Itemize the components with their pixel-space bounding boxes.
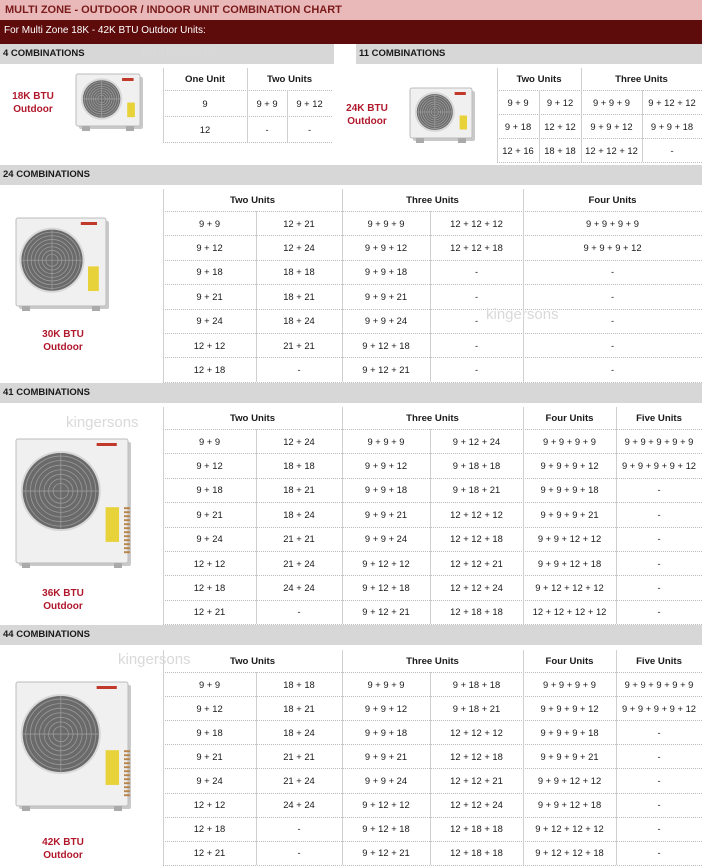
combination-cell: 12 + 12	[193, 557, 226, 569]
page-subtitle: For Multi Zone 18K - 42K BTU Outdoor Units:	[0, 20, 702, 44]
combination-cell: -	[657, 799, 661, 811]
column-group-header: Two Units	[266, 73, 313, 85]
combination-cell: -	[297, 823, 301, 835]
combination-cell: -	[307, 123, 312, 135]
unit-label-line: 30K BTU	[42, 329, 84, 340]
combination-cell: -	[610, 339, 615, 351]
column-group-header: Two Units	[229, 655, 276, 667]
section-header: 11 COMBINATIONS	[356, 44, 702, 64]
combination-cell: 21 + 21	[283, 339, 315, 351]
outdoor-unit-image	[408, 86, 476, 144]
combination-cell: 12 + 21	[283, 217, 315, 229]
combination-cell: 18 + 24	[283, 726, 315, 738]
combination-cell: 18 + 21	[283, 702, 315, 714]
combination-cell: 18 + 18	[283, 460, 315, 472]
combination-cell: 12	[199, 123, 211, 135]
combination-cell: 9 + 9	[198, 435, 221, 447]
combination-cell: 9 + 9 + 12 + 18	[537, 557, 602, 569]
combination-cell: -	[474, 315, 479, 327]
combination-cell: 18 + 24	[283, 315, 315, 327]
combination-cell: 9 + 9 + 9 + 9 + 12	[621, 702, 697, 714]
combination-cell: 12 + 16	[502, 144, 534, 156]
combination-cell: 9 + 24	[196, 774, 223, 786]
combination-cell: 12 + 12 + 18	[450, 242, 503, 254]
combination-cell: -	[657, 508, 661, 520]
combination-cell: 9 + 9 + 21	[364, 290, 408, 302]
unit-label-line: Outdoor	[13, 104, 53, 115]
combination-cell: -	[657, 484, 661, 496]
combination-cell: -	[657, 774, 661, 786]
combination-cell: 9 + 18 + 21	[452, 484, 501, 496]
combination-cell: 9 + 12 + 12 + 18	[535, 847, 604, 859]
combination-cell: 24 + 24	[283, 799, 315, 811]
row-divider	[163, 865, 702, 866]
section-header: 41 COMBINATIONS	[0, 383, 702, 403]
combination-cell: -	[297, 606, 301, 618]
combination-cell: 9 + 9 + 12	[364, 460, 408, 472]
combination-cell: 9 + 24	[196, 533, 223, 545]
watermark-text: kingersons	[486, 306, 559, 323]
combination-cell: 9 + 18 + 18	[452, 678, 501, 690]
combination-cell: 12 + 12 + 12	[450, 508, 503, 520]
combination-cell: 9 + 9 + 24	[364, 533, 408, 545]
combination-cell: 9 + 9	[256, 97, 278, 109]
outdoor-unit-image	[74, 72, 144, 132]
combination-cell: 12 + 24	[283, 242, 315, 254]
outdoor-unit-image	[14, 680, 132, 812]
combination-cell: 9 + 9 + 9 + 12	[583, 242, 642, 254]
combination-cell: 9 + 9 + 9 + 18	[540, 726, 599, 738]
combination-cell: -	[474, 290, 479, 302]
combination-cell: -	[657, 823, 661, 835]
combination-cell: 9 + 12 + 12	[362, 557, 410, 569]
combination-cell: 12 + 12	[193, 799, 226, 811]
column-group-header: Four Units	[588, 194, 637, 206]
combination-cell: 12 + 12 + 18	[450, 533, 503, 545]
combination-cell: 12 + 18	[193, 364, 226, 376]
column-group-header: Two Units	[229, 412, 276, 424]
watermark-text: kingersons	[66, 414, 139, 431]
combination-cell: 9 + 9 + 12	[364, 242, 408, 254]
combination-cell: 12 + 12 + 21	[450, 774, 503, 786]
combination-cell: 9 + 9 + 9 + 12	[540, 460, 599, 472]
combination-cell: 9 + 9 + 21	[364, 750, 408, 762]
watermark-text: kingersons	[142, 42, 215, 59]
combination-cell: 9 + 9	[198, 217, 221, 229]
combination-cell: 9 + 9 + 18	[364, 266, 408, 278]
combination-cell: 9 + 9 + 9	[592, 96, 630, 108]
column-group-header: Five Units	[636, 655, 682, 667]
combination-cell: 9 + 9 + 12 + 12	[537, 533, 602, 545]
combination-cell: 9 + 12 + 12 + 12	[535, 823, 604, 835]
unit-label-line: 18K BTU	[12, 91, 54, 102]
combination-cell: 18 + 18	[283, 266, 315, 278]
combination-cell: 9 + 12 + 18	[362, 339, 410, 351]
combination-cell: 9 + 9 + 9 + 12	[540, 702, 599, 714]
combination-cell: -	[610, 266, 615, 278]
unit-label-line: Outdoor	[43, 850, 83, 861]
combination-cell: 9 + 9	[507, 96, 529, 108]
combination-cell: 9 + 9 + 9 + 21	[540, 750, 599, 762]
combination-cell: 12 + 21	[193, 606, 226, 618]
combination-cell: 12 + 12 + 21	[450, 557, 503, 569]
outdoor-unit-label	[3, 328, 123, 354]
combination-cell: 21 + 21	[283, 533, 315, 545]
combination-cell: 12 + 18 + 18	[450, 823, 503, 835]
section-header: 24 COMBINATIONS	[0, 165, 702, 185]
combination-cell: 9 + 18	[196, 266, 223, 278]
combination-cell: 9 + 12	[296, 97, 323, 109]
section-header: 44 COMBINATIONS	[0, 625, 702, 645]
unit-label-line: 42K BTU	[42, 837, 84, 848]
combination-cell: 9 + 9 + 9 + 9 + 9	[624, 678, 694, 690]
combination-cell: 9 + 9 + 24	[364, 774, 408, 786]
combination-cell: 24 + 24	[283, 582, 315, 594]
combination-cell: -	[297, 364, 301, 376]
combination-cell: 18 + 21	[283, 290, 315, 302]
combination-cell: 12 + 12	[193, 339, 226, 351]
outdoor-unit-label	[336, 102, 398, 128]
combination-cell: 21 + 24	[283, 557, 315, 569]
combination-cell: 9 + 9 + 12 + 12	[537, 774, 602, 786]
combination-cell: 9 + 12 + 12	[362, 799, 410, 811]
combination-cell: 9 + 9 + 9	[367, 678, 405, 690]
combination-cell: 12 + 18 + 18	[450, 606, 503, 618]
combination-cell: 9	[202, 97, 208, 109]
combination-cell: -	[657, 606, 661, 618]
combination-cell: -	[657, 582, 661, 594]
combination-cell: -	[297, 847, 301, 859]
combination-cell: 9 + 9 + 24	[364, 315, 408, 327]
row-divider	[163, 142, 332, 143]
combination-cell: -	[657, 533, 661, 545]
combination-cell: 12 + 12 + 18	[450, 750, 503, 762]
outdoor-unit-image	[14, 216, 110, 312]
combination-cell: 9 + 12	[546, 96, 574, 108]
combination-cell: -	[265, 123, 269, 135]
combination-cell: 9 + 9 + 9 + 9	[543, 678, 596, 690]
combination-cell: 12 + 12	[544, 120, 576, 132]
column-group-header: One Unit	[185, 73, 225, 85]
unit-label-line: 24K BTU	[346, 103, 388, 114]
combination-cell: 9 + 12 + 24	[452, 435, 501, 447]
combination-cell: 9 + 9 + 9 + 9 + 9	[624, 435, 694, 447]
combination-cell: -	[657, 726, 661, 738]
unit-label-line: 36K BTU	[42, 588, 84, 599]
combination-cell: 9 + 12	[196, 702, 223, 714]
combination-cell: 9 + 21	[196, 750, 223, 762]
combination-cell: 18 + 18	[283, 678, 315, 690]
outdoor-unit-label	[3, 90, 63, 116]
combination-cell: 9 + 9 + 9 + 9 + 12	[621, 460, 697, 472]
combination-cell: 9 + 12 + 12 + 12	[535, 582, 604, 594]
column-group-header: Two Units	[516, 73, 562, 85]
column-group-header: Two Units	[229, 194, 276, 206]
combination-cell: 9 + 18 + 21	[452, 702, 501, 714]
column-group-header: Three Units	[406, 655, 459, 667]
combination-cell: -	[474, 364, 479, 376]
outdoor-unit-label	[3, 587, 123, 613]
combination-cell: -	[657, 557, 661, 569]
column-group-header: Four Units	[545, 655, 594, 667]
combination-cell: 12 + 21	[193, 847, 226, 859]
combination-cell: 9 + 18	[196, 484, 223, 496]
combination-cell: 9 + 9	[198, 678, 221, 690]
watermark-text: kingersons	[118, 651, 191, 668]
row-divider	[497, 162, 702, 163]
combination-cell: 9 + 24	[196, 315, 223, 327]
combination-cell: 9 + 9 + 18	[650, 120, 694, 132]
outdoor-unit-label	[3, 836, 123, 862]
combination-cell: 9 + 9 + 21	[364, 508, 408, 520]
combination-cell: 18 + 18	[544, 144, 576, 156]
combination-cell: 9 + 9 + 9 + 9	[586, 217, 639, 229]
column-group-header: Three Units	[406, 412, 459, 424]
combination-cell: 9 + 12	[196, 242, 223, 254]
combination-cell: -	[670, 144, 674, 156]
combination-cell: 9 + 18	[196, 726, 223, 738]
combination-cell: 12 + 12 + 12 + 12	[532, 606, 607, 618]
combination-cell: 12 + 12 + 12	[450, 726, 503, 738]
combination-cell: 9 + 18	[504, 120, 532, 132]
combination-cell: 12 + 18	[193, 582, 226, 594]
combination-cell: -	[610, 315, 615, 327]
combination-cell: 12 + 12 + 24	[450, 799, 503, 811]
combination-cell: -	[610, 364, 615, 376]
combination-cell: 9 + 18 + 18	[452, 460, 501, 472]
combination-cell: 9 + 9 + 18	[364, 484, 408, 496]
column-group-header: Five Units	[636, 412, 682, 424]
column-group-header: Three Units	[406, 194, 459, 206]
combination-cell: 18 + 24	[283, 508, 315, 520]
column-group-header: Three Units	[615, 73, 668, 85]
section-header: 4 COMBINATIONS	[0, 44, 334, 64]
unit-label-line: Outdoor	[43, 342, 83, 353]
outdoor-unit-image	[14, 437, 132, 569]
unit-label-line: Outdoor	[347, 116, 387, 127]
combination-cell: 12 + 12 + 24	[450, 582, 503, 594]
combination-cell: 12 + 12 + 12	[450, 217, 503, 229]
combination-cell: 9 + 21	[196, 508, 223, 520]
combination-cell: 9 + 12 + 21	[362, 847, 410, 859]
combination-cell: 9 + 12 + 18	[362, 582, 410, 594]
unit-label-line: Outdoor	[43, 601, 83, 612]
combination-cell: 9 + 12 + 12	[648, 96, 696, 108]
page-title: MULTI ZONE - OUTDOOR / INDOOR UNIT COMBINATION CHART	[0, 0, 702, 20]
combination-cell: 21 + 24	[283, 774, 315, 786]
combination-cell: 9 + 9 + 9 + 9	[543, 435, 596, 447]
combination-cell: -	[657, 750, 661, 762]
combination-cell: 9 + 9 + 12	[590, 120, 633, 132]
combination-cell: 12 + 24	[283, 435, 315, 447]
combination-cell: 9 + 12 + 21	[362, 606, 410, 618]
combination-cell: 21 + 21	[283, 750, 315, 762]
combination-cell: 9 + 9 + 12 + 18	[537, 799, 602, 811]
column-group-header: Four Units	[545, 412, 594, 424]
combination-cell: 9 + 12	[196, 460, 223, 472]
combination-cell: -	[657, 847, 661, 859]
combination-cell: 9 + 12 + 21	[362, 364, 410, 376]
combination-cell: -	[610, 290, 615, 302]
combination-cell: 12 + 18 + 18	[450, 847, 503, 859]
combination-cell: 12 + 18	[193, 823, 226, 835]
combination-cell: 9 + 12 + 18	[362, 823, 410, 835]
combination-cell: 18 + 21	[283, 484, 315, 496]
combination-cell: -	[474, 339, 479, 351]
combination-cell: 9 + 21	[196, 290, 223, 302]
combination-cell: 9 + 9 + 9	[367, 217, 405, 229]
combination-cell: 9 + 9 + 18	[364, 726, 408, 738]
combination-cell: 9 + 9 + 12	[364, 702, 408, 714]
combination-cell: 9 + 9 + 9 + 18	[540, 484, 599, 496]
combination-cell: 9 + 9 + 9 + 21	[540, 508, 599, 520]
combination-cell: -	[474, 266, 479, 278]
combination-cell: 9 + 9 + 9	[367, 435, 405, 447]
combination-cell: 12 + 12 + 12	[585, 144, 638, 156]
